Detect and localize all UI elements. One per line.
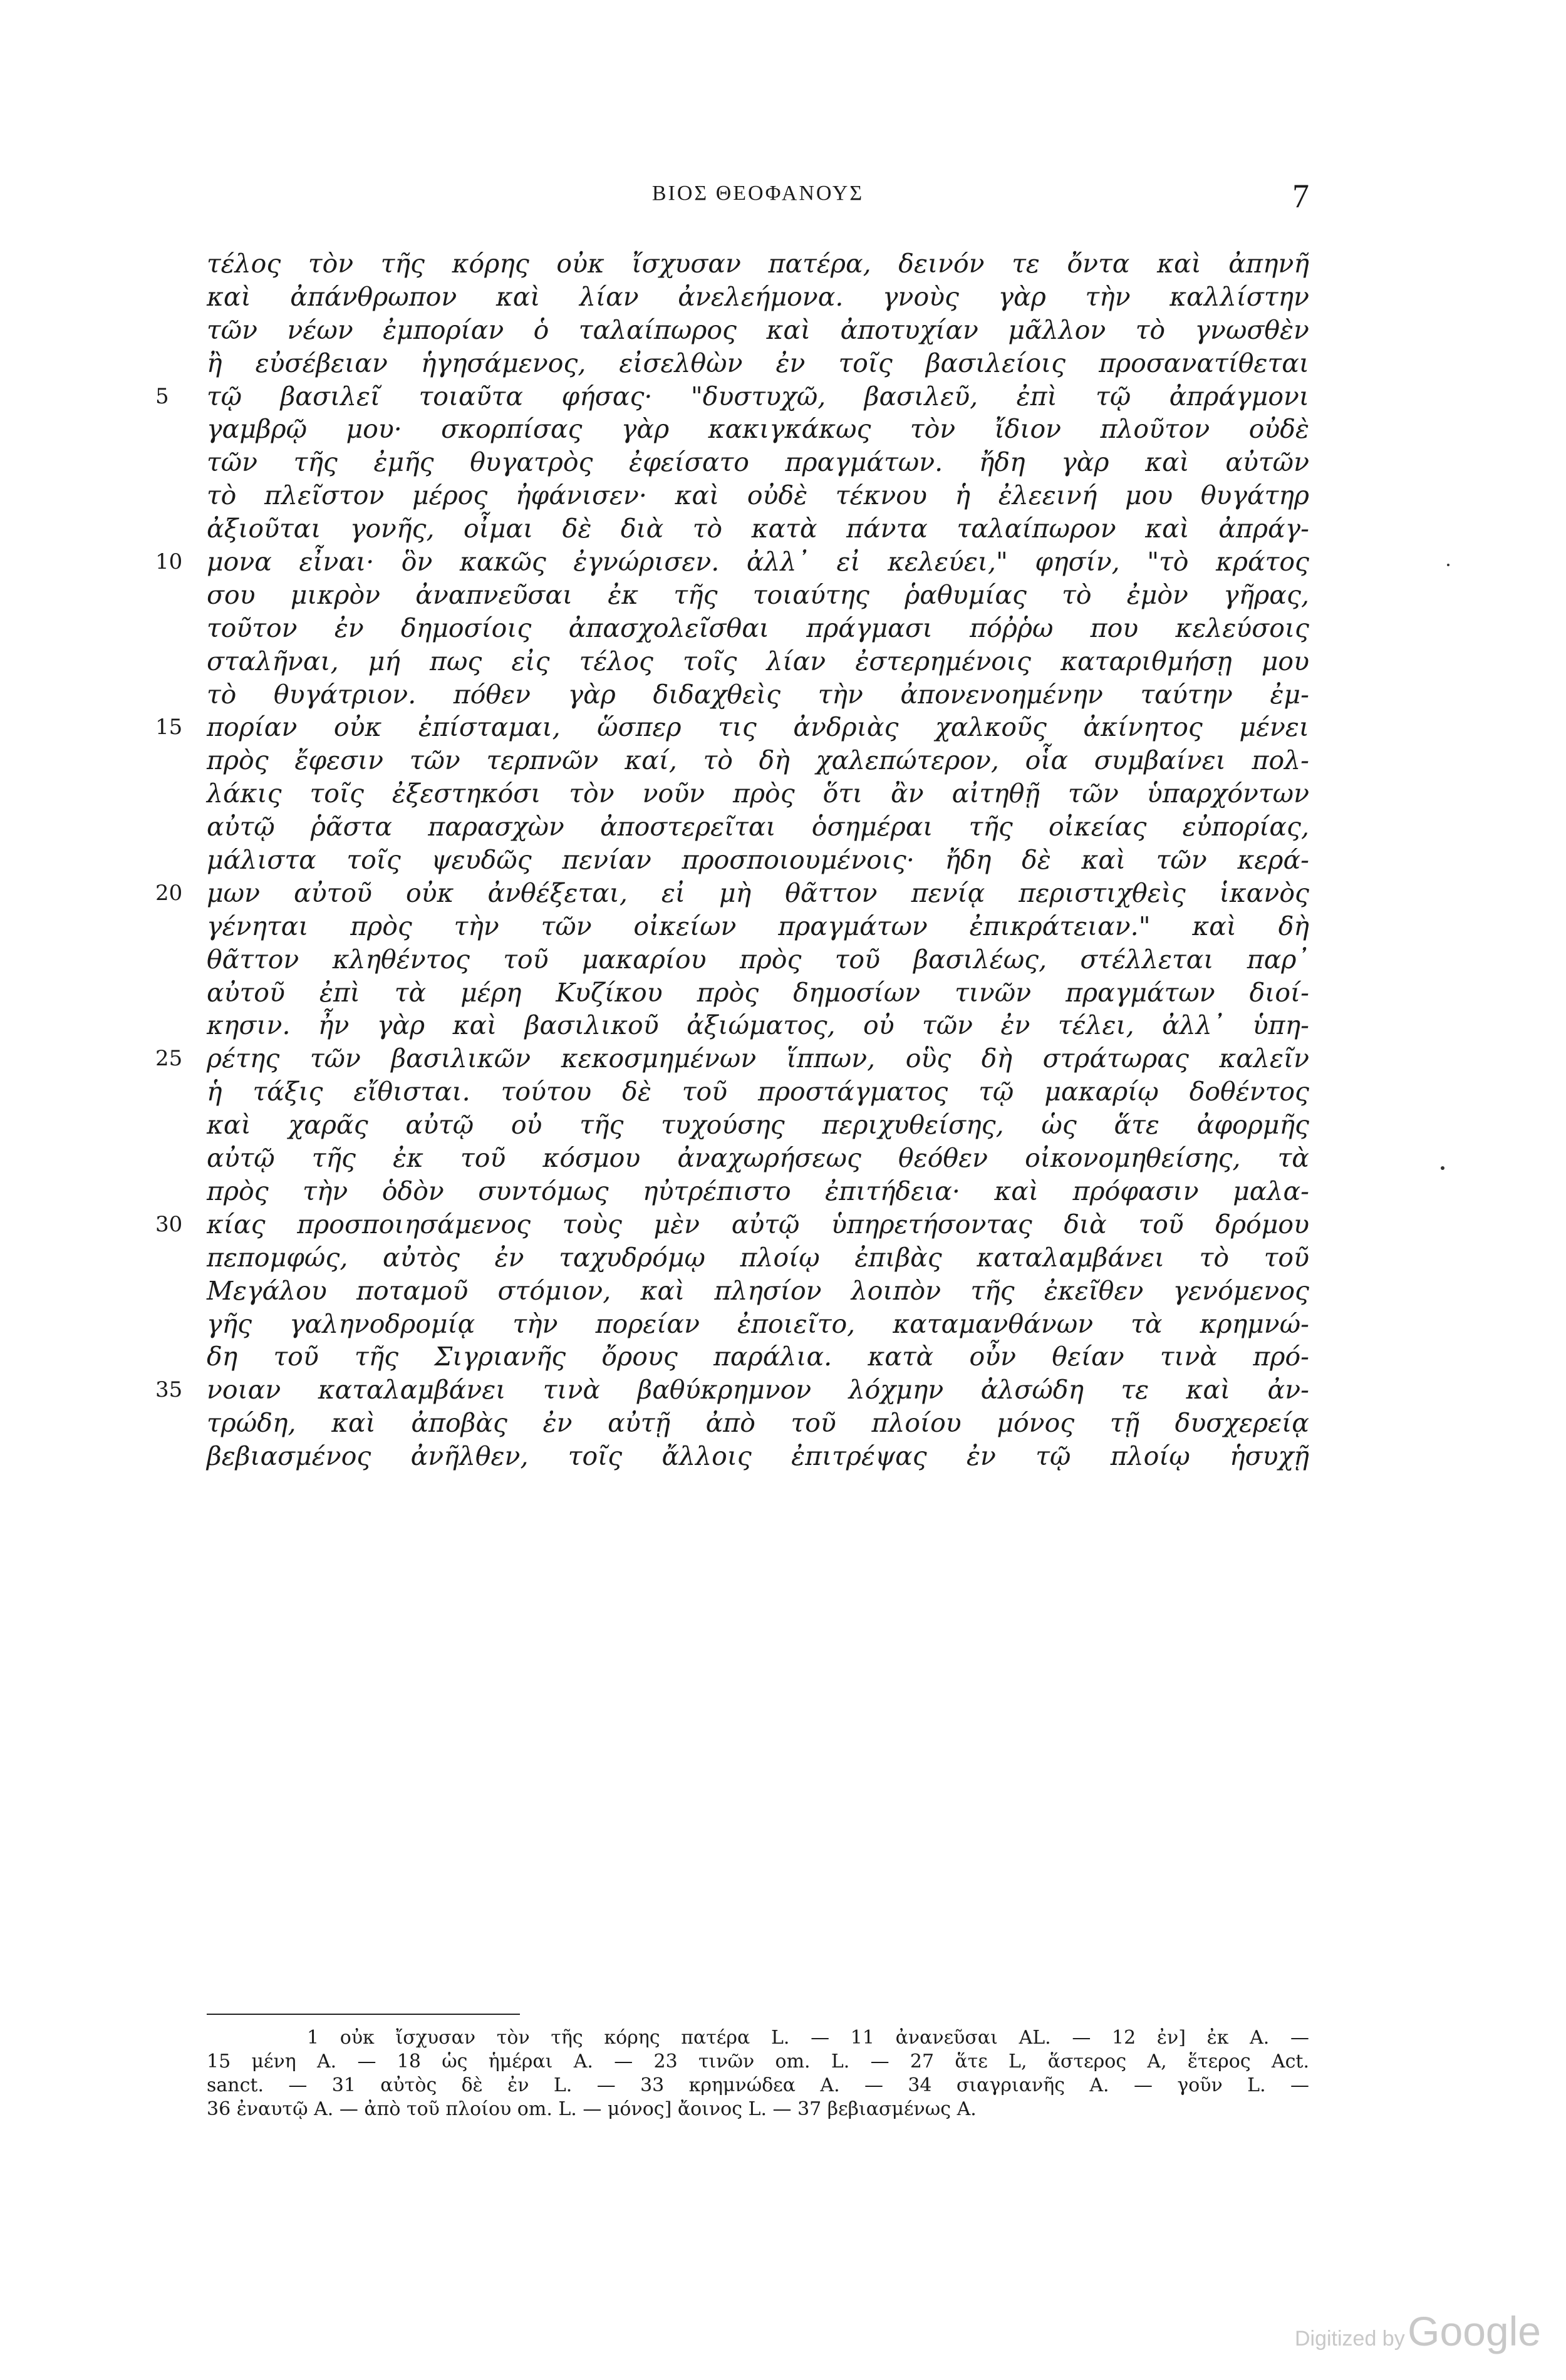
text-line [207, 844, 1309, 877]
text-line-content: τρώδη, καὶ ἀποβὰς ἐν αὐτῇ ἀπὸ τοῦ πλοίου μόνος τῇ δυσχερείᾳ [207, 1408, 1309, 1439]
text-line-content: ρέτης τῶν βασιλικῶν κεκοσμημένων ἵππων, οὓς δὴ στράτωρας καλεῖν [207, 1043, 1309, 1074]
line-number: 20 [155, 880, 183, 906]
text-line [155, 711, 1309, 744]
text-line [207, 1440, 1309, 1473]
text-line [207, 1109, 1309, 1142]
text-line-content: πρὸς ἔφεσιν τῶν τερπνῶν καί, τὸ δὴ χαλεπώτερον, οἷα συμβαίνει πολ- [207, 745, 1309, 776]
text-line-content: αὐτῷ τῆς ἐκ τοῦ κόσμου ἀναχωρήσεως θεόθεν οἰκονομηθείσης, τὰ [207, 1143, 1309, 1174]
footnote-line: 1 οὐκ ἴσχυσαν τὸν τῆς κόρης πατέρα L. — 11 ἀνανεῦσαι AL. — 12 ἐν] ἐκ A. — [307, 2027, 1309, 2049]
footnote-rule [207, 2014, 520, 2015]
page-header [207, 177, 1309, 219]
text-line-content: μονα εἶναι· ὃν κακῶς ἐγνώρισεν. ἀλλ᾽ εἰ κελεύει," φησίν, "τὸ κράτος [207, 547, 1309, 577]
text-line [155, 380, 1309, 413]
text-line-content: τῷ βασιλεῖ τοιαῦτα φήσας· "δυστυχῶ, βασιλεῦ, ἐπὶ τῷ ἀπράγμονι [207, 381, 1309, 411]
text-line [207, 1407, 1309, 1440]
digitized-watermark [1295, 2307, 1541, 2355]
scan-speck [1441, 1166, 1444, 1170]
text-line [207, 479, 1309, 512]
text-line [207, 413, 1309, 446]
line-number: 35 [155, 1377, 183, 1403]
text-line [207, 446, 1309, 479]
text-line-content: τὸ πλεῖστον μέρος ἠφάνισεν· καὶ οὐδὲ τέκνου ἡ ἐλεεινή μου θυγάτηρ [207, 480, 1309, 511]
line-number: 25 [155, 1046, 183, 1072]
text-line-content: μων αὐτοῦ οὐκ ἀνθέξεται, εἰ μὴ θᾶττον πενίᾳ περιστιχθεὶς ἱκανὸς [207, 877, 1309, 908]
page-number: 7 [1292, 177, 1309, 215]
text-line-content: δη τοῦ τῆς Σιγριανῆς ὄρους παράλια. κατὰ οὖν θείαν τινὰ πρό- [207, 1342, 1309, 1372]
line-number: 5 [155, 383, 169, 409]
text-line [207, 314, 1309, 347]
text-line [207, 1308, 1309, 1341]
watermark-prefix: Digitized by [1294, 2327, 1405, 2351]
text-line [155, 546, 1309, 579]
text-line-content: τέλος τὸν τῆς κόρης οὐκ ἴσχυσαν πατέρα, δεινόν τε ὄντα καὶ ἀπηνῆ [207, 249, 1309, 279]
text-line [207, 744, 1309, 777]
scan-speck [1447, 564, 1449, 566]
main-text [155, 247, 1309, 1473]
text-line [207, 1142, 1309, 1175]
text-line [207, 645, 1309, 678]
text-line [155, 877, 1309, 910]
text-line [207, 976, 1309, 1010]
text-line [207, 678, 1309, 711]
text-line [207, 1340, 1309, 1374]
text-line-content: βεβιασμένος ἀνῆλθεν, τοῖς ἄλλοις ἐπιτρέψας ἐν τῷ πλοίῳ ἡσυχῇ [207, 1441, 1309, 1472]
text-line-content: σου μικρὸν ἀναπνεῦσαι ἐκ τῆς τοιαύτης ῥαθυμίας τὸ ἐμὸν γῆρας, [207, 579, 1309, 610]
text-line [207, 281, 1309, 314]
text-line [207, 347, 1309, 380]
text-line-content: τοῦτον ἐν δημοσίοις ἀπασχολεῖσθαι πράγμασι πόῤῥω που κελεύσοις [207, 613, 1309, 643]
text-line-content: πορίαν οὐκ ἐπίσταμαι, ὥσπερ τις ἀνδριὰς χαλκοῦς ἀκίνητος μένει [207, 712, 1309, 743]
text-line [207, 1075, 1309, 1109]
text-line-content: τῶν νέων ἐμπορίαν ὁ ταλαίπωρος καὶ ἀποτυχίαν μᾶλλον τὸ γνωσθὲν [207, 314, 1309, 345]
text-line [207, 910, 1309, 943]
text-line-content: τῶν τῆς ἐμῆς θυγατρὸς ἐφείσατο πραγμάτων. ἤδη γὰρ καὶ αὐτῶν [207, 447, 1309, 478]
text-line-content: Μεγάλου ποταμοῦ στόμιον, καὶ πλησίον λοιπὸν τῆς ἐκεῖθεν γενόμενος [207, 1275, 1309, 1306]
text-line [207, 1175, 1309, 1208]
text-line [155, 1042, 1309, 1075]
text-line [207, 247, 1309, 281]
text-line-content: ἡ τάξις εἴθισται. τούτου δὲ τοῦ προστάγματος τῷ μακαρίῳ δοθέντος [207, 1077, 1309, 1107]
text-line [207, 943, 1309, 976]
text-line [155, 1208, 1309, 1241]
text-line-content: τὸ θυγάτριον. πόθεν γὰρ διδαχθεὶς τὴν ἀπονενοημένην ταύτην ἐμ- [207, 679, 1309, 710]
text-line-content: ἢ εὐσέβειαν ἡγησάμενος, εἰσελθὼν ἐν τοῖς βασιλείοις προσανατίθεται [207, 348, 1309, 378]
text-line [207, 810, 1309, 844]
text-line-content: γῆς γαληνοδρομίᾳ τὴν πορείαν ἐποιεῖτο, καταμανθάνων τὰ κρημνώ- [207, 1308, 1309, 1339]
text-line-content: πρὸς τὴν ὁδὸν συντόμως ηὐτρέπιστο ἐπιτήδεια· καὶ πρόφασιν μαλα- [207, 1176, 1309, 1206]
text-line-content: νοιαν καταλαμβάνει τινὰ βαθύκρημνον λόχμην ἀλσώδη τε καὶ ἀν- [207, 1375, 1309, 1405]
text-line [207, 612, 1309, 645]
line-number: 30 [155, 1211, 183, 1237]
text-line [207, 512, 1309, 546]
text-line-content: λάκις τοῖς ἐξεστηκόσι τὸν νοῦν πρὸς ὅτι ἂν αἰτηθῇ τῶν ὑπαρχόντων [207, 779, 1309, 809]
text-line-content: καὶ χαρᾶς αὐτῷ οὐ τῆς τυχούσης περιχυθείσης, ὡς ἅτε ἀφορμῆς [207, 1110, 1309, 1141]
text-line [207, 1275, 1309, 1308]
text-line-content: αὐτοῦ ἐπὶ τὰ μέρη Κυζίκου πρὸς δημοσίων τινῶν πραγμάτων διοί- [207, 977, 1309, 1008]
text-line-content: μάλιστα τοῖς ψευδῶς πενίαν προσποιουμένοις· ἤδη δὲ καὶ τῶν κερά- [207, 845, 1309, 876]
text-line-content: γαμβρῷ μου· σκορπίσας γὰρ κακιγκάκως τὸν ἴδιον πλοῦτον οὐδὲ [207, 414, 1309, 445]
text-line [155, 1374, 1309, 1407]
text-line [207, 579, 1309, 612]
text-line-content: κησιν. ἦν γὰρ καὶ βασιλικοῦ ἀξιώματος, οὐ τῶν ἐν τέλει, ἀλλ᾽ ὑπη- [207, 1010, 1309, 1041]
text-line [207, 777, 1309, 810]
text-line-content: ἀξιοῦται γονῆς, οἶμαι δὲ διὰ τὸ κατὰ πάντα ταλαίπωρον καὶ ἀπράγ- [207, 514, 1309, 544]
text-line-content: πεπομφώς, αὐτὸς ἐν ταχυδρόμῳ πλοίῳ ἐπιβὰς καταλαμβάνει τὸ τοῦ [207, 1242, 1309, 1273]
google-logo: Google [1408, 2308, 1541, 2354]
text-line [207, 1241, 1309, 1275]
footnote-line: 15 μένη A. — 18 ὡς ἡμέραι A. — 23 τινῶν om. L. — 27 ἅτε L, ἅστερος A, ἕτερος Act. [207, 2051, 1309, 2072]
footnote-line: sanct. — 31 αὐτὸς δὲ ἐν L. — 33 κρημνώδεα A. — 34 σιαγριανῆς A. — γοῦν L. — [207, 2074, 1309, 2096]
text-line-content: γένηται πρὸς τὴν τῶν οἰκείων πραγμάτων ἐπικράτειαν." καὶ δὴ [207, 911, 1309, 941]
apparatus-criticus [207, 2026, 1309, 2121]
line-number: 10 [155, 549, 183, 575]
line-number: 15 [155, 715, 183, 740]
text-line [207, 1009, 1309, 1042]
text-line-content: καὶ ἀπάνθρωπον καὶ λίαν ἀνελεήμονα. γνοὺς γὰρ τὴν καλλίστην [207, 281, 1309, 312]
text-line-content: κίας προσποιησάμενος τοὺς μὲν αὐτῷ ὑπηρετήσοντας διὰ τοῦ δρόμου [207, 1209, 1309, 1239]
text-line-content: σταλῆναι, μή πως εἰς τέλος τοῖς λίαν ἐστερημένοις καταριθμήσῃ μου [207, 646, 1309, 676]
text-line-content: αὐτῷ ῥᾶστα παρασχὼν ἀποστερεῖται ὁσημέραι τῆς οἰκείας εὐπορίας, [207, 812, 1309, 842]
footnote-line: 36 ἐναυτῷ A. — ἀπὸ τοῦ πλοίου om. L. — μόνος] ἄοινος L. — 37 βεβιασμένως A. [207, 2098, 977, 2120]
running-title: ΒΙΟΣ ΘΕΟΦΑΝΟΥΣ [651, 182, 864, 205]
text-line-content: θᾶττον κληθέντος τοῦ μακαρίου πρὸς τοῦ βασιλέως, στέλλεται παρ᾽ [207, 944, 1309, 975]
